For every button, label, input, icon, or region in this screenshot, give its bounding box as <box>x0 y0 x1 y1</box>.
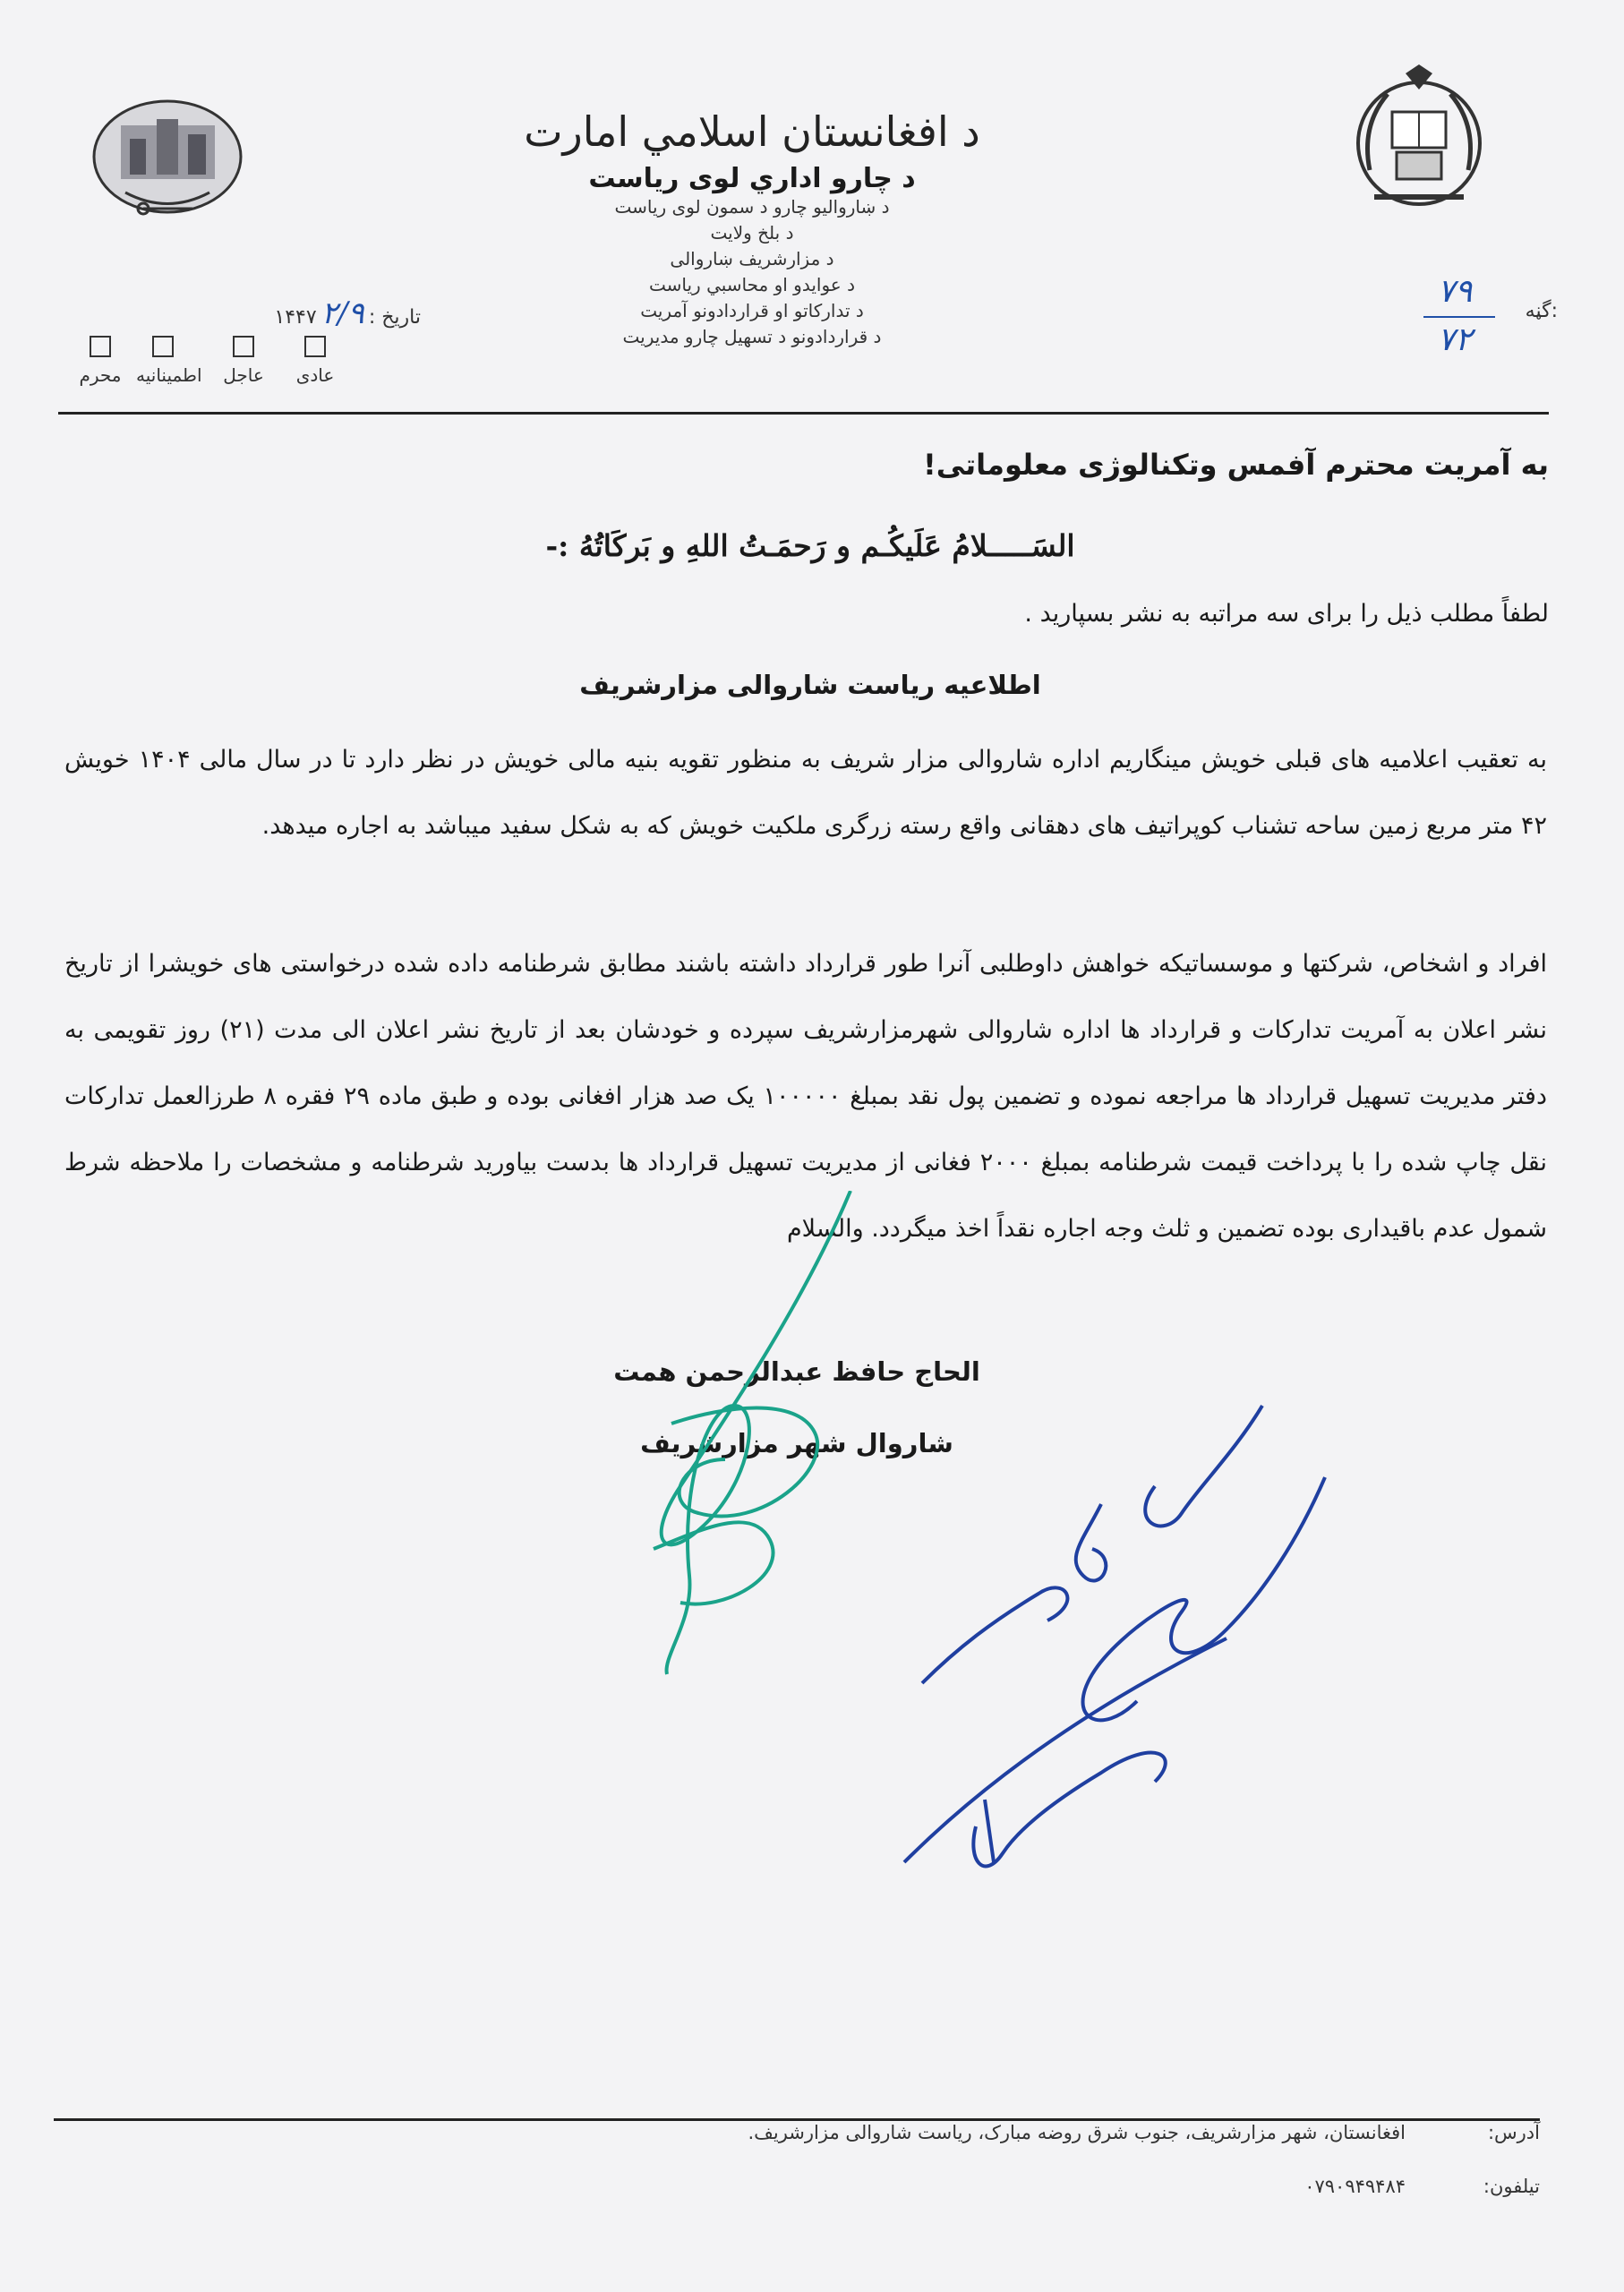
date-field <box>188 295 421 331</box>
request-line: لطفاً مطلب ذیل را برای سه مراتبه به نشر بسپارید . <box>1024 600 1549 628</box>
checkbox-icon <box>90 336 111 357</box>
state-emblem-icon <box>1352 63 1486 233</box>
sub-department-line: د بلخ ولایت <box>710 222 794 244</box>
fraction-line <box>1423 316 1495 318</box>
signature-icon <box>627 1191 859 1696</box>
sub-department-line: د عوایدو او محاسبي ریاست <box>649 274 855 295</box>
header-divider <box>58 412 1549 415</box>
municipality-seal-icon <box>90 94 246 228</box>
signatory-name: الحاج حافظ عبدالرحمن همت <box>613 1356 980 1387</box>
date-year: ۱۴۴۷ <box>274 306 317 329</box>
priority-urgent[interactable] <box>217 336 270 386</box>
checkbox-icon <box>233 336 254 357</box>
phone-value: ۰۷۹۰۹۴۹۴۸۴ <box>1304 2176 1406 2197</box>
footer-divider <box>54 2118 1540 2121</box>
addressee: به آمریت محترم آفمس وتکنالوژی معلوماتی! <box>923 448 1549 482</box>
sub-department-line: د تدارکاتو او قراردادونو آمریت <box>640 300 864 321</box>
date-label: تاریخ : <box>368 306 421 329</box>
checkbox-icon <box>152 336 174 357</box>
phone-label: تیلفون: <box>1483 2176 1540 2197</box>
signatory-title: شاروال شهر مزارشریف <box>640 1428 953 1458</box>
number-label: گڼه: <box>1525 300 1558 322</box>
priority-confidential[interactable] <box>73 336 127 386</box>
letterhead <box>501 107 1003 350</box>
priority-normal[interactable] <box>288 336 342 386</box>
sub-department-line: د قراردادونو د تسهیل چارو مدیریت <box>622 326 882 347</box>
letter-number <box>1423 273 1558 372</box>
priority-assurance[interactable] <box>136 336 202 386</box>
sub-department-line: د مزارشریف ښاروالی <box>670 248 834 269</box>
address-label: آدرس: <box>1487 2122 1540 2143</box>
priority-label: محرم <box>79 364 122 386</box>
number-bottom: ۷۲ <box>1437 321 1473 358</box>
address-value: افغانستان، شهر مزارشریف، جنوب شرق روضه مبارک، ریاست شاروالی مزارشریف. <box>748 2122 1406 2143</box>
priority-label: اطمینانیه <box>136 364 202 386</box>
greeting: السَـــــلامُ عَلَیکُـم و رَحمَـتُ اللهِ و بَرکَاتُهُ :- <box>545 528 1075 563</box>
priority-label: عاجل <box>223 364 264 386</box>
notice-title: اطلاعیه ریاست شاروالی مزارشریف <box>579 670 1041 700</box>
priority-label: عادی <box>295 364 335 386</box>
paragraph-intro: به تعقیب اعلامیه های قبلی خویش مینگاریم اداره شاروالی مزار شریف به منظور تقویه بنیه مالی خویش در نظر دارد تا در سال مالی ۱۴۰۴ خویش ۴۲ متر مربع زمین ساحه تشناب کوپراتیف های دهقانی واقع رسته زرگری ملکیت خویش که به شکل سفید میباشد به اجاره میدهد. <box>64 746 1547 840</box>
handwritten-note-icon <box>886 1379 1388 1902</box>
date-handwritten: ۲/۹ <box>321 295 364 331</box>
number-top: ۷۹ <box>1437 273 1473 310</box>
checkbox-icon <box>304 336 326 357</box>
sub-department-line: د ښاروالیو چارو د سمون لوی ریاست <box>614 196 890 218</box>
admin-office-title: د چارو اداري لوی ریاست <box>588 163 916 194</box>
priority-checkboxes <box>73 336 360 398</box>
emirate-title: د افغانستان اسلامي امارت <box>524 107 980 156</box>
paragraph-terms: افراد و اشخاص، شرکتها و موسساتیکه خواهش داوطلبی آنرا طور قرارداد داشته باشند مطابق شرطنامه داده شده درخواستی های خویشرا از تاریخ نشر اعلان به آمریت تدارکات و قرارداد ها اداره شاروالی شهرمزارشریف سپرده و خودشان بعد از تاریخ نشر اعلان الی مدت (۲۱) روز تقویمی به دفتر مدیریت تسهیل قرارداد ها مراجعه نموده و تضمین پول نقد بمبلغ ۱۰۰۰۰۰ یک صد هزار افغانی بوده و طبق ماده ۲۹ فقره ۸ طرزالعمل تدارکات نقل چاپ شده را با پرداخت قیمت شرطنامه بمبلغ ۲۰۰۰ فغانی از مدیریت تسهیل قرارداد ها بدست بیاورید شرطنامه و مشخصات را ملاحظه شرط شمول عدم باقیداری بوده تضمین و ثلث وجه اجاره نقداً اخذ میگردد. والسلام <box>64 950 1548 1243</box>
